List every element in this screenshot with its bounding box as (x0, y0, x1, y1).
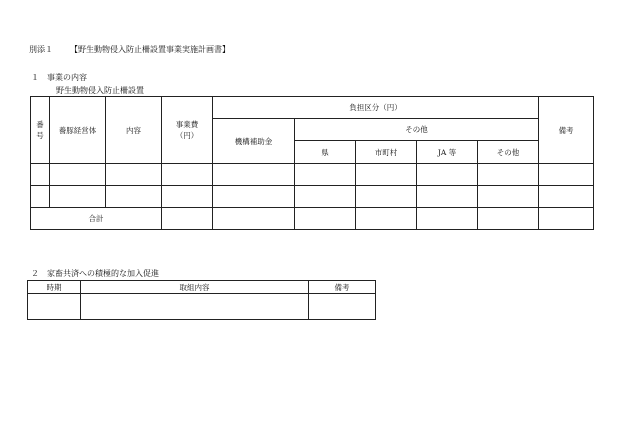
header-other-sub: その他 (478, 141, 539, 164)
header-municipality: 市町村 (356, 141, 417, 164)
header-remarks2: 備考 (309, 281, 376, 294)
header-period: 時期 (28, 281, 81, 294)
table-cell[interactable] (106, 186, 162, 208)
table-cell[interactable] (295, 208, 356, 230)
table-cell[interactable] (356, 164, 417, 186)
table-cell[interactable] (356, 186, 417, 208)
table-cell[interactable] (539, 208, 594, 230)
header-number (31, 97, 50, 164)
table-cell[interactable] (478, 186, 539, 208)
header-cost-top: 事業費 (175, 120, 199, 129)
header-number-top: 番 (36, 120, 44, 129)
table-cell[interactable] (478, 164, 539, 186)
table-cell[interactable] (539, 164, 594, 186)
table-cell[interactable] (213, 186, 295, 208)
table-cell[interactable] (417, 186, 478, 208)
header-content: 内容 (106, 97, 162, 164)
table-cell[interactable] (162, 208, 213, 230)
header-cost-bottom: （円） (175, 131, 199, 140)
table-cell[interactable] (539, 186, 594, 208)
header-other: その他 (295, 119, 539, 141)
project-plan-table (30, 96, 594, 230)
header-operator: 養豚経営体 (50, 97, 106, 164)
table-cell[interactable] (417, 208, 478, 230)
header-prefecture: 県 (295, 141, 356, 164)
table-cell[interactable] (309, 294, 376, 320)
table-cell[interactable] (81, 294, 309, 320)
header-remarks: 備考 (539, 97, 594, 164)
table-cell[interactable] (162, 164, 213, 186)
header-burden: 負担区分（円） (213, 97, 539, 119)
table-cell[interactable] (417, 164, 478, 186)
table-cell[interactable] (162, 186, 213, 208)
header-ja: JA 等 (417, 141, 478, 164)
table-cell[interactable] (31, 164, 50, 186)
total-row (31, 208, 594, 230)
section1-heading: １ 事業の内容 (31, 73, 87, 82)
table-row (31, 164, 594, 186)
table-cell[interactable] (356, 208, 417, 230)
table-cell[interactable] (50, 186, 106, 208)
table-cell[interactable] (295, 186, 356, 208)
header-cost (162, 97, 213, 164)
table-row (28, 294, 376, 320)
table-cell[interactable] (28, 294, 81, 320)
header-subsidy: 機構補助金 (213, 119, 295, 164)
table-cell[interactable] (31, 186, 50, 208)
insurance-promotion-table (27, 280, 376, 320)
total-label: 合計 (31, 208, 162, 230)
header-number-bottom: 号 (36, 131, 44, 140)
table-row (31, 186, 594, 208)
form-number: 別添１ (29, 45, 53, 54)
table-cell[interactable] (213, 164, 295, 186)
table-cell[interactable] (50, 164, 106, 186)
table-cell[interactable] (295, 164, 356, 186)
section1-subheading: 野生動物侵入防止柵設置 (56, 86, 144, 95)
table-cell[interactable] (213, 208, 295, 230)
table-cell[interactable] (106, 164, 162, 186)
table-cell[interactable] (478, 208, 539, 230)
header-action: 取組内容 (81, 281, 309, 294)
document-title: 【野生動物侵入防止柵設置事業実施計画書】 (70, 45, 230, 54)
section2-heading: ２ 家畜共済への積極的な加入促進 (31, 269, 159, 278)
